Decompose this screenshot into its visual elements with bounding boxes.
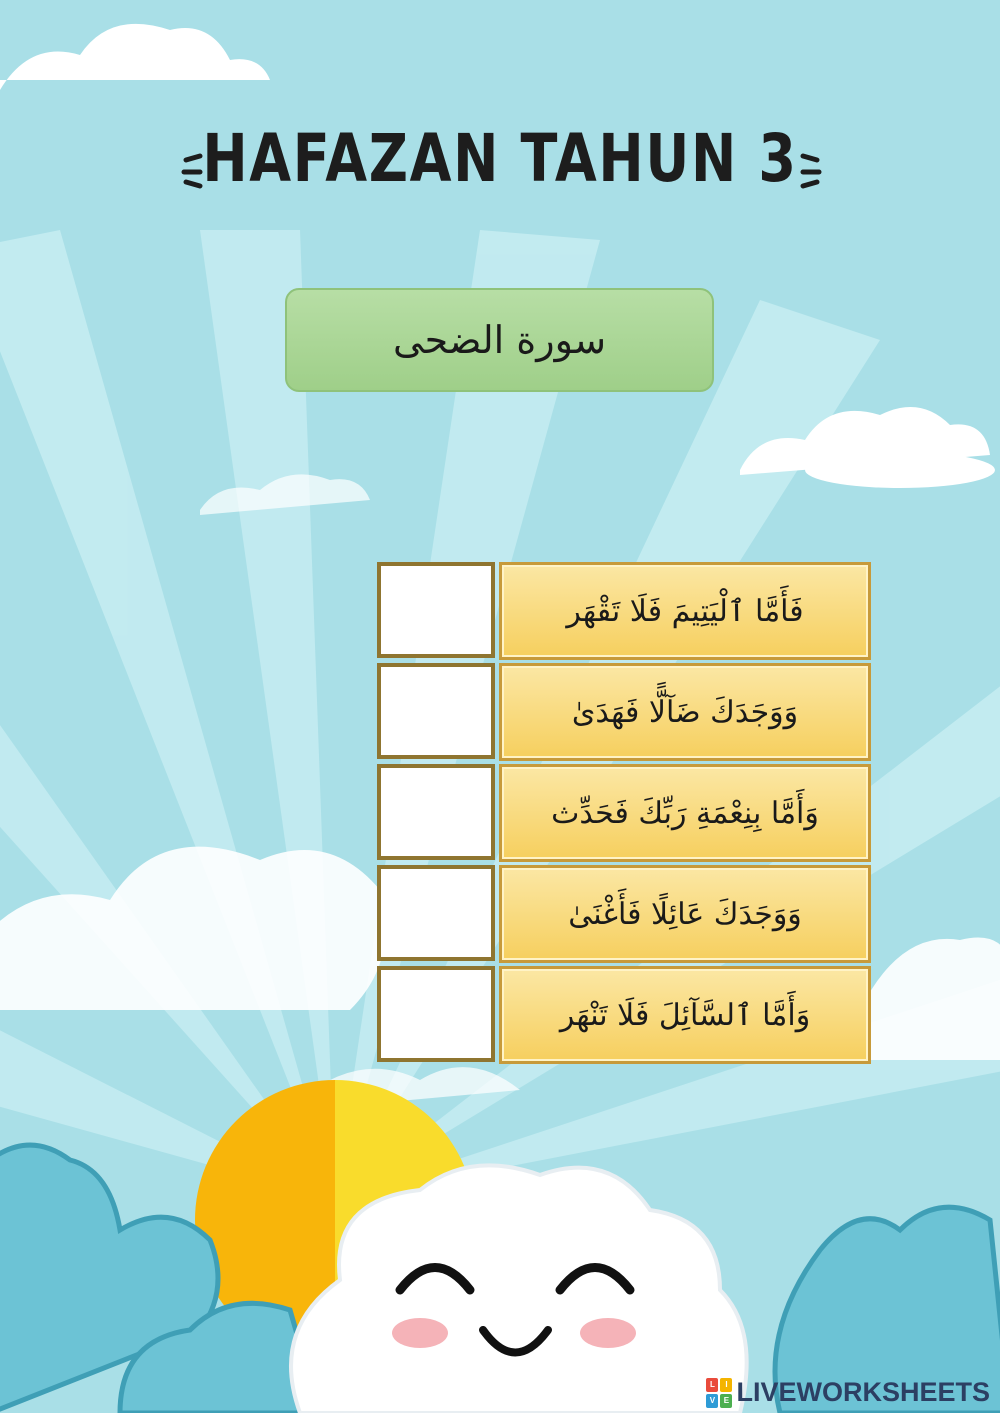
verse-text: وَأَمَّا بِنِعْمَةِ رَبِّكَ فَحَدِّث xyxy=(551,795,819,831)
surah-name-label xyxy=(285,288,714,392)
verse-row xyxy=(377,764,872,864)
liveworksheets-mark-icon: L I V E xyxy=(706,1378,732,1408)
verse-row xyxy=(377,966,872,1066)
liveworksheets-logo[interactable] xyxy=(706,1377,990,1408)
verse-card[interactable] xyxy=(499,663,871,761)
verse-row xyxy=(377,663,872,763)
page-title: HAFAZAN TAHUN 3 xyxy=(202,120,798,197)
answer-drop-box[interactable] xyxy=(377,865,495,961)
answer-drop-box[interactable] xyxy=(377,966,495,1062)
verse-card[interactable] xyxy=(499,966,871,1064)
verse-card[interactable] xyxy=(499,865,871,963)
verse-card[interactable] xyxy=(499,764,871,862)
verse-text: وَأَمَّا ٱلسَّآئِلَ فَلَا تَنْهَر xyxy=(559,997,811,1033)
verse-text: وَوَجَدَكَ ضَآلًّا فَهَدَىٰ xyxy=(571,694,799,730)
verse-row xyxy=(377,562,872,662)
answer-drop-box[interactable] xyxy=(377,663,495,759)
surah-name-text: سورة الضحى xyxy=(392,318,607,362)
verse-text: فَأَمَّا ٱلْيَتِيمَ فَلَا تَقْهَر xyxy=(566,593,804,629)
liveworksheets-text: LIVEWORKSHEETS xyxy=(736,1377,990,1407)
verse-text: وَوَجَدَكَ عَائِلًا فَأَغْنَىٰ xyxy=(568,896,802,932)
verse-card[interactable] xyxy=(499,562,871,660)
answer-drop-box[interactable] xyxy=(377,562,495,658)
verse-row xyxy=(377,865,872,965)
answer-drop-box[interactable] xyxy=(377,764,495,860)
